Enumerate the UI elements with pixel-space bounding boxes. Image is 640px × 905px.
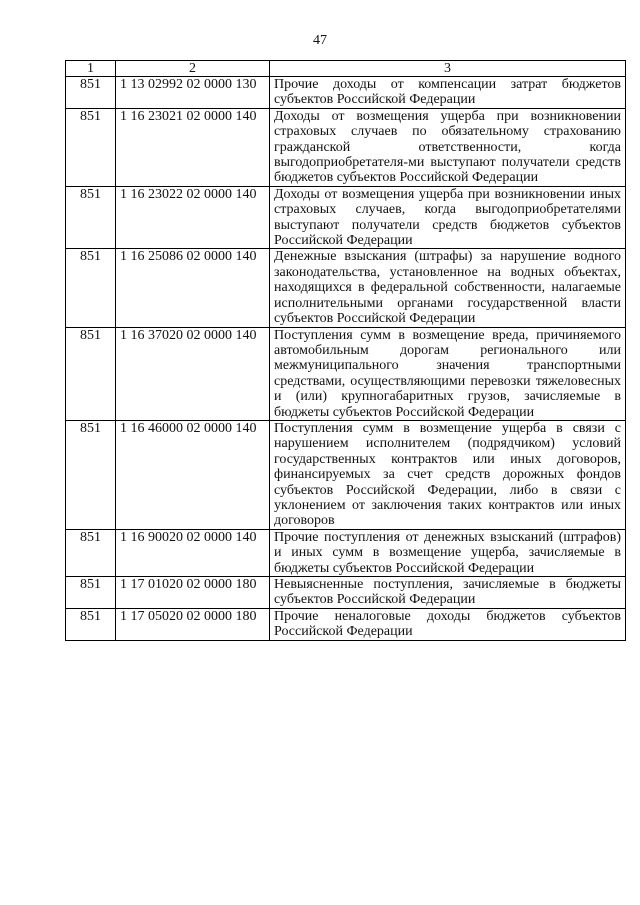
revenue-code-cell: 1 16 25086 02 0000 140 [116, 249, 270, 327]
admin-code-cell: 851 [66, 108, 116, 186]
revenue-code-cell: 1 13 02992 02 0000 130 [116, 77, 270, 109]
revenue-name-cell: Доходы от возмещения ущерба при возникновении страховых случаев по обязательному страхованию гражданской ответственности, когда выгодоприобретателя-ми выступают получатели средств бюджетов субъектов Российской Федерации [270, 108, 626, 186]
admin-code-cell: 851 [66, 327, 116, 420]
table-row [66, 529, 626, 576]
table-row [66, 577, 626, 609]
admin-code-cell: 851 [66, 77, 116, 109]
revenue-code-cell: 1 16 23022 02 0000 140 [116, 186, 270, 249]
table-row [66, 420, 626, 529]
revenue-code-cell: 1 17 01020 02 0000 180 [116, 577, 270, 609]
revenue-code-cell: 1 16 23021 02 0000 140 [116, 108, 270, 186]
table-header-row [66, 61, 626, 77]
table-row [66, 327, 626, 420]
revenue-code-cell: 1 16 37020 02 0000 140 [116, 327, 270, 420]
revenue-name-cell: Доходы от возмещения ущерба при возникновении иных страховых случаев, когда выгодоприобретателями выступают получатели средств бюджетов субъектов Российской Федерации [270, 186, 626, 249]
admin-code-cell: 851 [66, 529, 116, 576]
table-row [66, 186, 626, 249]
table-row [66, 608, 626, 640]
revenue-name-cell: Поступления сумм в возмещение вреда, причиняемого автомобильным дорогам регионального или межмуниципального значения транспортными средствами, осуществляющими перевозки тяжеловесных и (или) крупногабаритных грузов, зачисляемые в бюджеты субъектов Российской Федерации [270, 327, 626, 420]
revenue-name-cell: Прочие поступления от денежных взысканий (штрафов) и иных сумм в возмещение ущерба, зачисляемые в бюджеты субъектов Российской Федерации [270, 529, 626, 576]
revenue-codes-table [65, 60, 626, 641]
revenue-name-cell: Прочие доходы от компенсации затрат бюджетов субъектов Российской Федерации [270, 77, 626, 109]
revenue-code-cell: 1 17 05020 02 0000 180 [116, 608, 270, 640]
revenue-name-cell: Денежные взыскания (штрафы) за нарушение водного законодательства, установленное на водных объектах, находящихся в федеральной собственности, налагаемые исполнительными органами государственной власти субъектов Российской Федерации [270, 249, 626, 327]
revenue-code-cell: 1 16 90020 02 0000 140 [116, 529, 270, 576]
table-row [66, 249, 626, 327]
admin-code-cell: 851 [66, 186, 116, 249]
revenue-name-cell: Невыясненные поступления, зачисляемые в бюджеты субъектов Российской Федерации [270, 577, 626, 609]
revenue-code-cell: 1 16 46000 02 0000 140 [116, 420, 270, 529]
admin-code-cell: 851 [66, 577, 116, 609]
column-header-1: 1 [66, 61, 116, 77]
admin-code-cell: 851 [66, 249, 116, 327]
revenue-name-cell: Поступления сумм в возмещение ущерба в связи с нарушением исполнителем (подрядчиком) условий государственных контрактов или иных договоров, финансируемых за счет средств дорожных фондов субъектов Российской Федерации, либо в связи с уклонением от заключения таких контрактов или иных договоров [270, 420, 626, 529]
admin-code-cell: 851 [66, 608, 116, 640]
column-header-2: 2 [116, 61, 270, 77]
table-row [66, 108, 626, 186]
column-header-3: 3 [270, 61, 626, 77]
revenue-name-cell: Прочие неналоговые доходы бюджетов субъектов Российской Федерации [270, 608, 626, 640]
page-number: 47 [313, 33, 327, 48]
admin-code-cell: 851 [66, 420, 116, 529]
table-row [66, 77, 626, 109]
